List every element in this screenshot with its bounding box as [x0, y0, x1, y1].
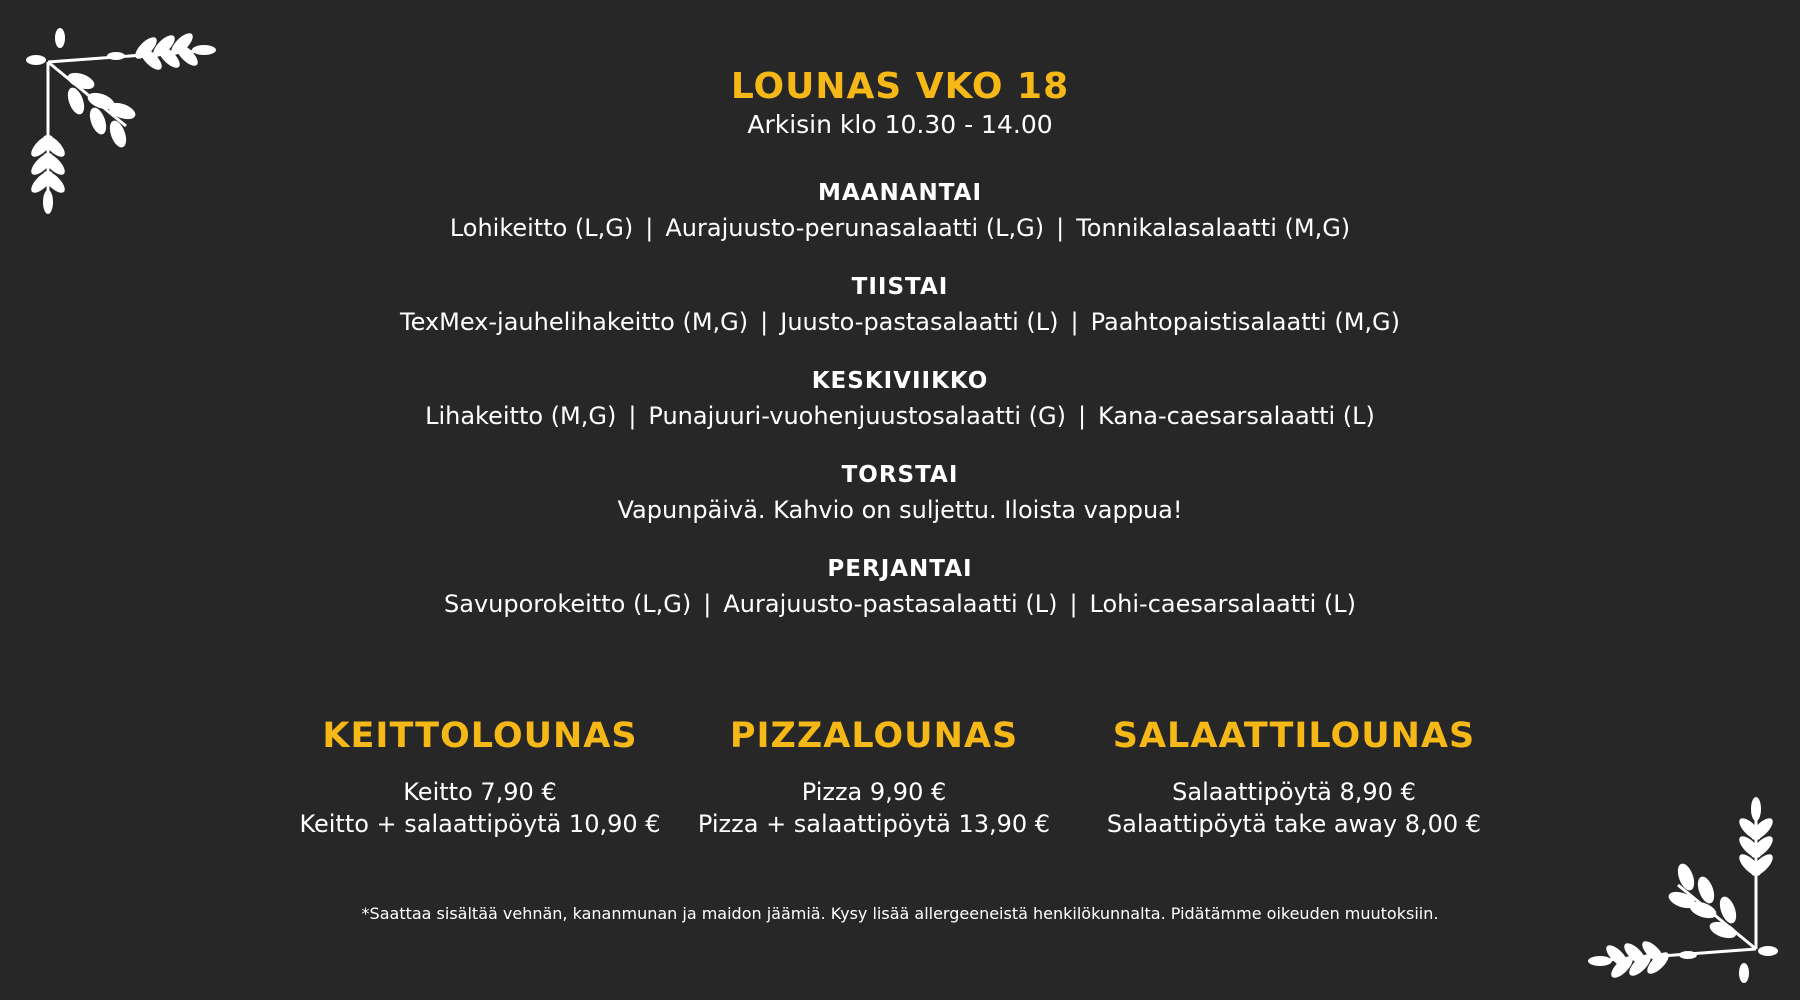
price-column-salaattilounas: [1094, 716, 1494, 840]
menu-item: TexMex-jauhelihakeitto (M,G): [400, 308, 749, 336]
item-separator: |: [1069, 590, 1078, 618]
menu-item: Kana-caesarsalaatti (L): [1098, 402, 1375, 430]
price-title: SALAATTILOUNAS: [1112, 716, 1476, 756]
day-label: TIISTAI: [851, 274, 949, 300]
price-line: Keitto + salaattipöytä 10,90 €: [299, 810, 661, 838]
day-menu-items: [0, 496, 1800, 524]
item-separator: |: [1056, 214, 1065, 242]
item-separator: |: [1070, 308, 1079, 336]
menu-item: Paahtopaistisalaatti (M,G): [1090, 308, 1400, 336]
day-label: KESKIVIIKKO: [811, 368, 989, 394]
day-block-torstai: [0, 462, 1800, 524]
menu-item: Aurajuusto-perunasalaatti (L,G): [665, 214, 1045, 242]
wheat-branch-icon: [1588, 795, 1778, 985]
price-line: Salaattipöytä take away 8,00 €: [1106, 810, 1482, 838]
day-block-tiistai: [0, 274, 1800, 336]
opening-hours: Arkisin klo 10.30 - 14.00: [747, 110, 1053, 139]
day-block-keskiviikko: [0, 368, 1800, 430]
day-menu-items: [0, 402, 1800, 430]
menu-item: Lohi-caesarsalaatti (L): [1089, 590, 1356, 618]
item-separator: |: [1077, 402, 1087, 430]
menu-item: Juusto-pastasalaatti (L): [780, 308, 1059, 336]
menu-item: Lihakeitto (M,G): [425, 402, 617, 430]
menu-item: Savuporokeitto (L,G): [444, 590, 692, 618]
price-column-pizzalounas: [674, 716, 1074, 840]
day-menu-items: [0, 590, 1800, 618]
menu-item: Vapunpäivä. Kahvio on suljettu. Iloista vappua!: [617, 496, 1183, 524]
day-block-perjantai: [0, 556, 1800, 618]
price-line: Salaattipöytä 8,90 €: [1172, 778, 1416, 806]
price-title: KEITTOLOUNAS: [322, 716, 638, 756]
menu-item: Tonnikalasalaatti (M,G): [1076, 214, 1351, 242]
day-label: TORSTAI: [841, 462, 959, 488]
allergen-footnote: *Saattaa sisältää vehnän, kananmunan ja maidon jäämiä. Kysy lisää allergeeneistä henkilökunnalta. Pidätämme oikeuden muutoksiin.: [361, 904, 1439, 923]
item-separator: |: [703, 590, 712, 618]
item-separator: |: [645, 214, 654, 242]
day-menu-items: [0, 214, 1800, 242]
price-line: Pizza 9,90 €: [801, 778, 947, 806]
day-label: MAANANTAI: [817, 180, 983, 206]
price-column-keittolounas: [280, 716, 680, 840]
day-label: PERJANTAI: [827, 556, 973, 582]
day-menu-items: [0, 308, 1800, 336]
price-line: Keitto 7,90 €: [403, 778, 557, 806]
menu-item: Aurajuusto-pastasalaatti (L): [723, 590, 1058, 618]
item-separator: |: [760, 308, 769, 336]
item-separator: |: [628, 402, 637, 430]
page-title: LOUNAS VKO 18: [730, 66, 1070, 107]
price-line: Pizza + salaattipöytä 13,90 €: [697, 810, 1051, 838]
day-block-maanantai: [0, 180, 1800, 242]
menu-item: Punajuuri-vuohenjuustosalaatti (G): [648, 402, 1066, 430]
price-title: PIZZALOUNAS: [729, 716, 1019, 756]
menu-item: Lohikeitto (L,G): [449, 214, 634, 242]
